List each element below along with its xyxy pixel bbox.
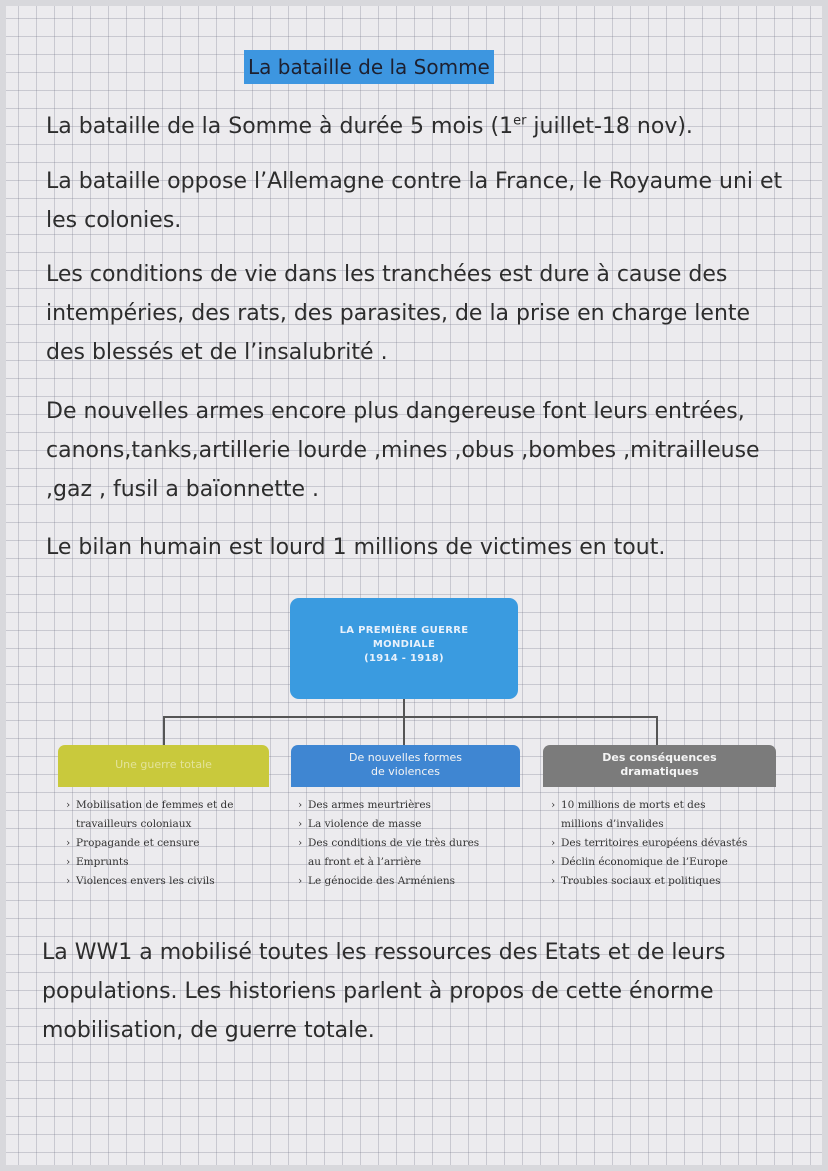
branch-heading: dramatiques [620,765,699,778]
diagram-branch-violence [291,745,520,787]
bullet-chevron: › [551,799,556,811]
diagram-connector-vertical [403,699,405,717]
list-item: travailleurs coloniaux [76,818,192,830]
branch-heading: Des conséquences [602,751,717,764]
page-title: La bataille de la Somme [244,50,494,84]
diagram-root-line: (1914 - 1918) [364,653,444,664]
bullet-chevron: › [66,856,71,868]
list-item: › Le génocide des Arméniens [298,872,479,891]
bullet-chevron: › [66,837,71,849]
list-item: › Déclin économique de l’Europe [551,853,747,872]
diagram-branch-total-war [58,745,269,787]
diagram-root-line: LA PREMIÈRE GUERRE [339,625,469,636]
list-item: millions d’invalides [561,818,664,830]
branch-list-consequences [551,796,747,891]
paragraph-duration [46,107,786,146]
list-item: › Des armes meurtrières [298,796,479,815]
paragraph-new-weapons: De nouvelles armes encore plus dangereuse font leurs entrées, canons,tanks,artillerie lourde ,mines ,obus ,bombes ,mitrailleuse ,gaz , fusil a baïonnette . [46,399,760,502]
list-item: › Propagande et censure [66,834,233,853]
bullet-chevron: › [298,799,303,811]
bullet-chevron: › [551,837,556,849]
bullet-chevron: › [298,875,303,887]
list-item: › 10 millions de morts et des [551,796,747,815]
list-item: › La violence de masse [298,815,479,834]
diagram-root-line: MONDIALE [372,639,436,650]
branch-heading: Une guerre totale [115,758,212,771]
list-item: › Violences envers les civils [66,872,233,891]
diagram-connector-left [163,716,165,745]
diagram-connector-horizontal [163,716,658,718]
list-item: › Emprunts [66,853,233,872]
bullet-chevron: › [66,799,71,811]
paragraph-duration-text-end: juillet-18 nov). [526,114,693,139]
paragraph-duration-superscript: er [513,113,527,129]
bullet-chevron: › [551,856,556,868]
paragraph-trench-conditions: Les conditions de vie dans les tranchées est dure à cause des intempéries, des rats, des parasites, de la prise en charge lente des blessés et de l’insalubrité . [46,262,751,365]
diagram-connector-center [403,716,405,745]
branch-list-violence [298,796,479,891]
paragraph-belligerents: La bataille oppose l’Allemagne contre la France, le Royaume uni et les colonies. [46,169,783,233]
diagram-root-box [290,598,518,699]
paragraph-total-war: La WW1 a mobilisé toutes les ressources des Etats et de leurs populations. Les historiens parlent à propos de cette énorme mobilisation, de guerre totale. [42,940,726,1043]
bullet-chevron: › [551,875,556,887]
bullet-chevron: › [66,875,71,887]
list-item: › Des conditions de vie très dures [298,834,479,853]
paragraph-casualties: Le bilan humain est lourd 1 millions de victimes en tout. [46,535,666,560]
list-item: › Troubles sociaux et politiques [551,872,747,891]
branch-heading: de violences [371,765,440,778]
diagram-connector-right [656,716,658,745]
list-item: › Mobilisation de femmes et de [66,796,233,815]
branch-heading: De nouvelles formes [349,751,462,764]
list-item: › Des territoires européens dévastés [551,834,747,853]
paragraph-duration-text: La bataille de la Somme à durée 5 mois (1 [46,114,514,139]
diagram-branch-consequences [543,745,776,787]
bullet-chevron: › [298,818,303,830]
branch-list-total-war [66,796,233,891]
bullet-chevron: › [298,837,303,849]
list-item: au front et à l’arrière [308,856,422,868]
